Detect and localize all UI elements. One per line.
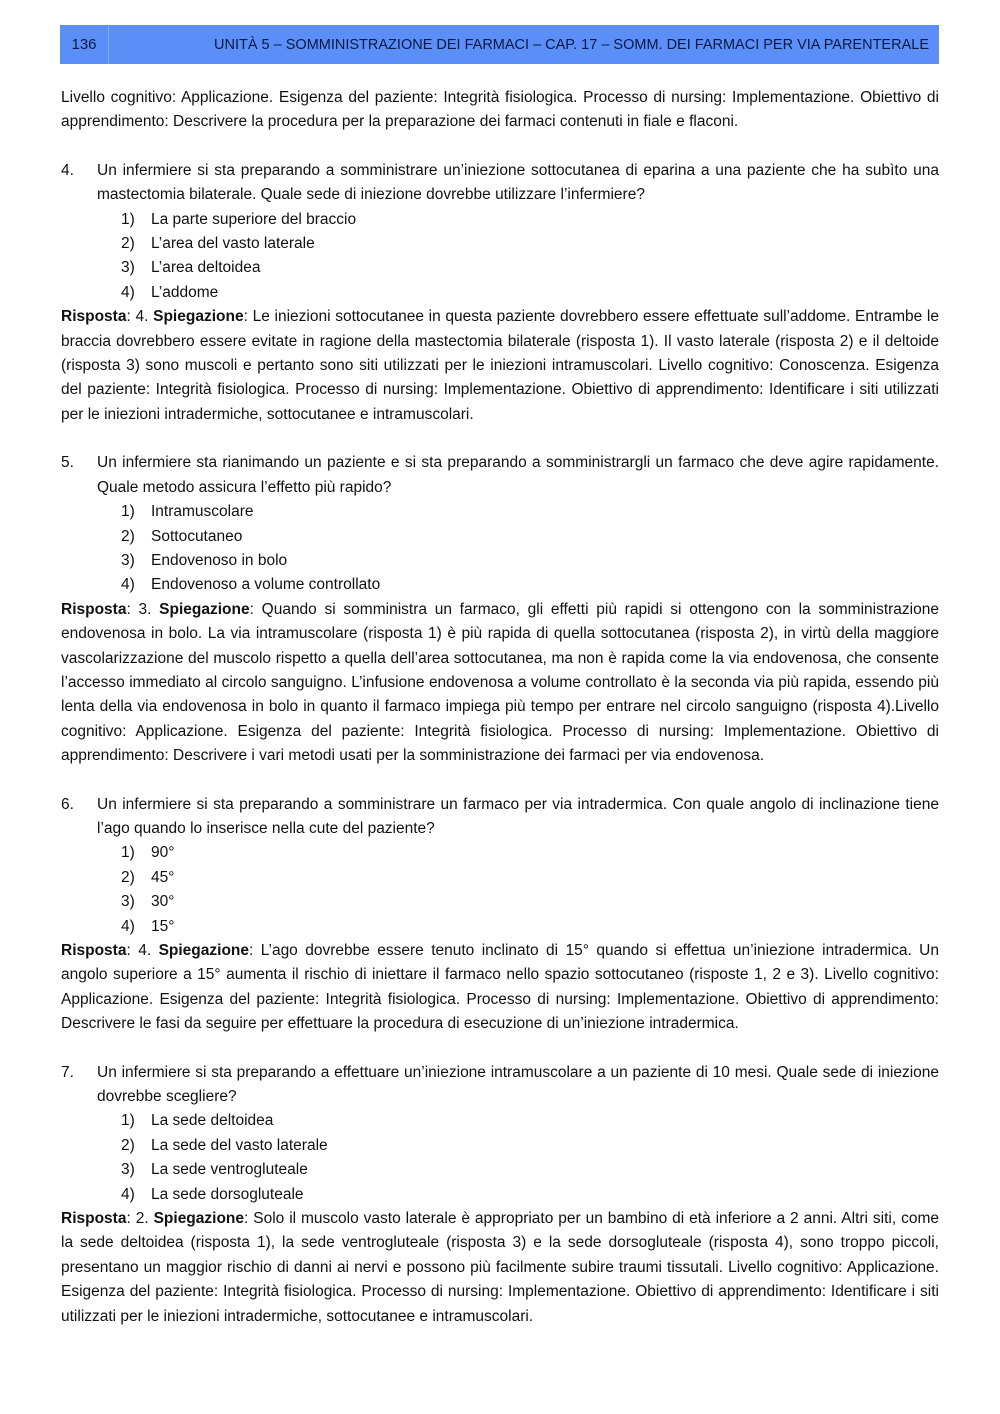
question-block (61, 159, 939, 427)
option-list (61, 1109, 939, 1207)
option-text: L’area del vasto laterale (151, 235, 315, 253)
option-item (121, 256, 939, 280)
question-block (61, 1061, 939, 1329)
option-number: 2) (121, 1136, 135, 1154)
option-text: Endovenoso a volume controllato (151, 576, 381, 594)
option-list (61, 841, 939, 939)
option-text: 15° (151, 917, 175, 935)
explanation-text: Le iniezioni sottocutanee in questa paziente dovrebbero essere effettuate sull’addome. Entrambe le braccia dovrebbero essere evitate in ragione della mastectomia bilaterale (risposta 1). Il vasto laterale (risposta 2) e il deltoide (risposta 3) sono muscoli e pertanto sono siti utilizzati per le iniezioni intramuscolari. Livello cognitivo: Conoscenza. Esigenza del paziente: Integrità fisiologica. Processo di nursing: Implementazione. Obiettivo di apprendimento: Identificare i siti utilizzati per le iniezioni intradermiche, sottocutanee e intramuscolari. (61, 308, 939, 423)
option-number: 3) (121, 551, 135, 569)
question-text: Un infermiere sta rianimando un paziente e si sta preparando a somministrargli un farmaco che deve agire rapidamente. Quale metodo assicura l’effetto più rapido? (97, 454, 939, 496)
option-number: 3) (121, 259, 135, 277)
block-spacer (61, 1037, 939, 1061)
answer-explanation: Risposta: 4. Spiegazione: L’ago dovrebbe essere tenuto inclinato di 15° quando si effettua un’iniezione intradermica. Un angolo superiore a 15° aumenta il rischio di iniettare il farmaco nello spazio sottocutaneo (risposte 1, 2 e 3). Livello cognitivo: Applicazione. Esigenza del paziente: Integrità fisiologica. Processo di nursing: Implementazione. Obiettivo di apprendimento: Descrivere le fasi da seguire per effettuare la procedura di esecuzione di un’iniezione intradermica. (61, 942, 940, 1033)
running-title: UNITÀ 5 – SOMMINISTRAZIONE DEI FARMACI – CAP. 17 – SOMM. DEI FARMACI PER VIA PARENTERALE (214, 36, 929, 53)
explanation-label: Spiegazione (153, 308, 244, 326)
explanation-label: Spiegazione (159, 600, 250, 618)
option-number: 2) (121, 235, 135, 253)
option-number: 1) (121, 503, 135, 521)
option-number: 4) (121, 283, 135, 301)
option-text: 30° (151, 893, 175, 911)
option-item (121, 841, 939, 865)
question-number: 4. (61, 161, 74, 179)
option-item (121, 525, 939, 549)
option-text: La sede deltoidea (151, 1112, 274, 1130)
question (61, 159, 939, 208)
block-spacer (61, 769, 939, 793)
answer-label: Risposta (61, 1210, 127, 1228)
option-item (121, 573, 939, 597)
question-block (61, 793, 939, 1037)
question-list (61, 135, 939, 1329)
answer-value: 4. (138, 942, 152, 959)
question-block (61, 451, 939, 768)
option-number: 2) (121, 527, 135, 545)
option-list (61, 208, 939, 306)
option-item (121, 232, 939, 256)
option-text: La sede del vasto laterale (151, 1136, 328, 1154)
answer-label: Risposta (61, 600, 127, 618)
option-number: 4) (121, 917, 135, 935)
page-content (61, 86, 939, 1329)
question-text: Un infermiere si sta preparando a effettuare un’iniezione intramuscolare a un paziente di 10 mesi. Quale sede di iniezione dovrebbe scegliere? (97, 1063, 939, 1106)
block-spacer (61, 135, 939, 159)
question (61, 793, 939, 842)
question-number: 7. (61, 1063, 74, 1081)
answer-label: Risposta (61, 308, 127, 326)
option-item (121, 281, 939, 305)
option-item (121, 890, 939, 914)
option-item (121, 1183, 939, 1207)
option-text: La sede ventrogluteale (151, 1161, 308, 1179)
option-text: Sottocutaneo (151, 527, 243, 545)
answer-explanation: Risposta: 2. Spiegazione: Solo il muscolo vasto laterale è appropriato per un bambino di età inferiore a 2 anni. Altri siti, come la sede deltoidea (risposta 1), la sede ventrogluteale (risposta 3) e la sede dorsogluteale (risposta 4), sono troppo piccoli, presentano un maggior rischio di danni ai nervi e possono più facilmente subire traumi tissutali. Livello cognitivo: Applicazione. Esigenza del paziente: Integrità fisiologica. Processo di nursing: Implementazione. Obiettivo di apprendimento: Identificare i siti utilizzati per le iniezioni intradermiche, sottocutanee e intramuscolari. (61, 1210, 939, 1325)
question-text: Un infermiere si sta preparando a somministrare un farmaco per via intradermica. Con quale angolo di inclinazione tiene l’ago quando lo inserisce nella cute del paziente? (97, 795, 939, 837)
option-number: 4) (121, 576, 135, 594)
question-number: 5. (61, 454, 74, 472)
explanation-text: Quando si somministra un farmaco, gli effetti più rapidi si ottengono con la somministrazione endovenosa in bolo. La via intramuscolare (risposta 1) è più rapida di quella sottocutanea (risposta 2), in virtù della maggiore vascolarizzazione del muscolo rispetto a quella dell’area sottocutanea, ma non è rapida come la via endovenosa, che consente l’accesso immediato al circolo sanguigno. L’infusione endovenosa a volume controllato è la seconda via più rapida, essendo più lenta della via endovenosa in bolo in quanto il farmaco impiega più tempo per entrare nel circolo sanguigno (risposta 4).Livello cognitivo: Applicazione. Esigenza del paziente: Integrità fisiologica. Processo di nursing: Implementazione. Obiettivo di apprendimento: Descrivere i vari metodi usati per la somministrazione dei farmaci per via endovenosa. (61, 600, 939, 765)
block-spacer (61, 427, 939, 451)
intro-paragraph: Livello cognitivo: Applicazione. Esigenza del paziente: Integrità fisiologica. Processo di nursing: Implementazione. Obiettivo di apprendimento: Descrivere la procedura per la preparazione dei farmaci contenuti in fiale e flaconi. (61, 89, 939, 131)
option-number: 4) (121, 1185, 135, 1203)
answer-label: Risposta (61, 942, 127, 959)
explanation-label: Spiegazione (153, 1210, 245, 1228)
option-number: 1) (121, 844, 135, 862)
page-number: 136 (60, 25, 109, 64)
option-item (121, 1158, 939, 1182)
option-number: 3) (121, 893, 135, 911)
explanation-text: L’ago dovrebbe essere tenuto inclinato di 15° quando si effettua un’iniezione intradermica. Un angolo superiore a 15° aumenta il rischio di iniettare il farmaco nello spazio sottocutaneo (risposte 1, 2 e 3). Livello cognitivo: Applicazione. Esigenza del paziente: Integrità fisiologica. Processo di nursing: Implementazione. Obiettivo di apprendimento: Descrivere le fasi da seguire per effettuare la procedura di esecuzione di un’iniezione intradermica. (61, 942, 940, 1033)
explanation-label: Spiegazione (158, 942, 249, 959)
option-item (121, 915, 939, 939)
question-text: Un infermiere si sta preparando a somministrare un’iniezione sottocutanea di eparina a una paziente che ha subìto una mastectomia bilaterale. Quale sede di iniezione dovrebbe utilizzare l’infermiere? (97, 161, 939, 204)
option-number: 1) (121, 1112, 135, 1130)
answer-value: 3. (138, 600, 152, 618)
question-number: 6. (61, 795, 74, 813)
explanation-text: Solo il muscolo vasto laterale è appropriato per un bambino di età inferiore a 2 anni. Altri siti, come la sede deltoidea (risposta 1), la sede ventrogluteale (risposta 3) e la sede dorsogluteale (risposta 4), sono troppo piccoli, presentano un maggior rischio di danni ai nervi e possono più facilmente subire traumi tissutali. Livello cognitivo: Applicazione. Esigenza del paziente: Integrità fisiologica. Processo di nursing: Implementazione. Obiettivo di apprendimento: Identificare i siti utilizzati per le iniezioni intradermiche, sottocutanee e intramuscolari. (61, 1210, 939, 1325)
page-header (60, 25, 939, 64)
answer-value: 4. (135, 308, 149, 326)
option-text: L’addome (151, 283, 219, 301)
option-item (121, 1109, 939, 1133)
question (61, 451, 939, 500)
option-number: 3) (121, 1161, 135, 1179)
question (61, 1061, 939, 1110)
option-item (121, 208, 939, 232)
option-item (121, 549, 939, 573)
option-number: 2) (121, 868, 135, 886)
answer-value: 2. (135, 1210, 149, 1228)
answer-explanation: Risposta: 3. Spiegazione: Quando si somministra un farmaco, gli effetti più rapidi si ottengono con la somministrazione endovenosa in bolo. La via intramuscolare (risposta 1) è più rapida di quella sottocutanea (risposta 2), in virtù della maggiore vascolarizzazione del muscolo rispetto a quella dell’area sottocutanea, ma non è rapida come la via endovenosa, che consente l’accesso immediato al circolo sanguigno. L’infusione endovenosa a volume controllato è la seconda via più rapida, essendo più lenta della via endovenosa in bolo in quanto il farmaco impiega più tempo per entrare nel circolo sanguigno (risposta 4).Livello cognitivo: Applicazione. Esigenza del paziente: Integrità fisiologica. Processo di nursing: Implementazione. Obiettivo di apprendimento: Descrivere i vari metodi usati per la somministrazione dei farmaci per via endovenosa. (61, 600, 939, 765)
option-item (121, 500, 939, 524)
option-text: L’area deltoidea (151, 259, 261, 277)
option-text: Intramuscolare (151, 503, 254, 521)
option-list (61, 500, 939, 598)
option-item (121, 1134, 939, 1158)
option-text: 90° (151, 844, 175, 862)
option-text: 45° (151, 868, 175, 886)
option-text: La parte superiore del braccio (151, 210, 357, 228)
option-number: 1) (121, 210, 135, 228)
option-text: La sede dorsogluteale (151, 1185, 304, 1203)
answer-explanation: Risposta: 4. Spiegazione: Le iniezioni sottocutanee in questa paziente dovrebbero essere effettuate sull’addome. Entrambe le braccia dovrebbero essere evitate in ragione della mastectomia bilaterale (risposta 1). Il vasto laterale (risposta 2) e il deltoide (risposta 3) sono muscoli e pertanto sono siti utilizzati per le iniezioni intramuscolari. Livello cognitivo: Conoscenza. Esigenza del paziente: Integrità fisiologica. Processo di nursing: Implementazione. Obiettivo di apprendimento: Identificare i siti utilizzati per le iniezioni intradermiche, sottocutanee e intramuscolari. (61, 308, 939, 423)
option-item (121, 866, 939, 890)
option-text: Endovenoso in bolo (151, 551, 288, 569)
